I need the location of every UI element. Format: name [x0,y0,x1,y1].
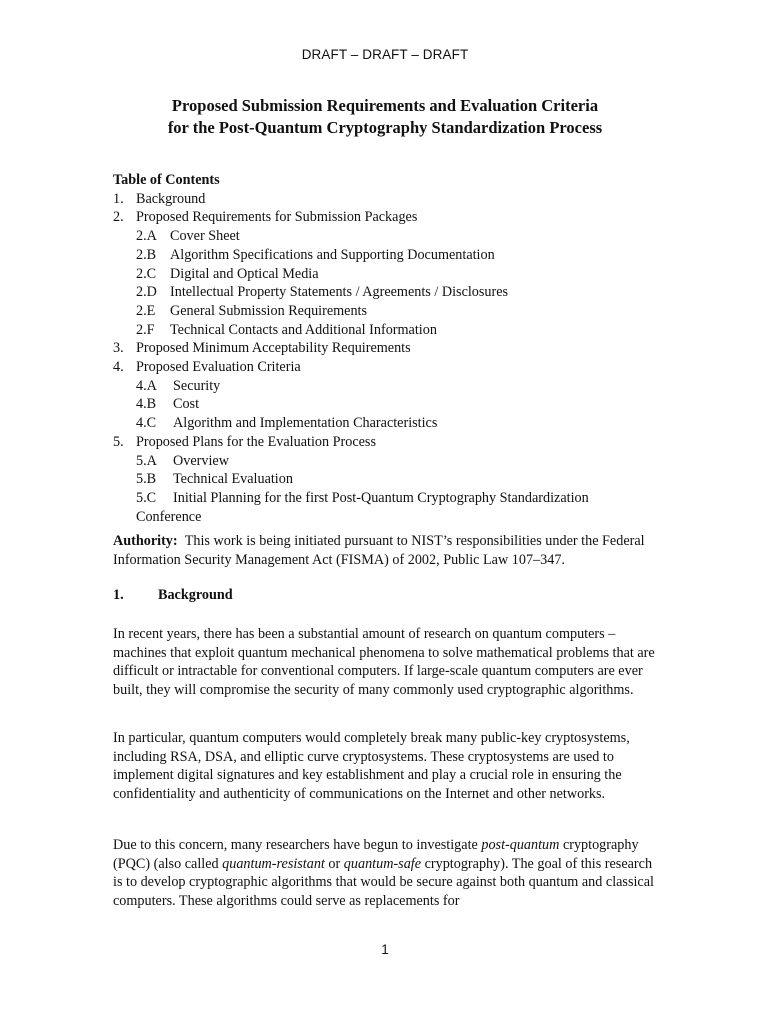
toc-subitem[interactable] [113,265,653,284]
toc-item[interactable] [113,339,653,358]
para3-emphasis-post-quantum: post-quantum [481,837,560,853]
toc-item-number: 5.A [136,452,157,469]
toc-item-number: 4.A [136,377,157,394]
toc-item-number: 2.D [136,284,157,301]
section-number: 1. [113,587,124,603]
toc-item[interactable] [113,208,653,227]
toc-item-label: Cost [173,396,200,413]
authority-statement [113,532,658,569]
toc-item-label: Technical Evaluation [173,471,293,488]
toc-item-label: Overview [173,452,229,469]
para3-text-4: cryptography). The goal of this research is to develop cryptographic algorithms that would be secure against both quantum and classical computers. These algorithms could serve as replacements for [113,855,654,910]
toc-heading: Table of Contents [113,172,220,188]
toc-subitem[interactable] [113,452,653,471]
para3-emphasis-quantum-safe: quantum-safe [343,855,422,872]
para3-text-1: Due to this concern, many researchers have begun to investigate [113,837,482,853]
paragraph-3 [113,836,658,911]
toc-item-number: 2.B [136,246,157,263]
toc-item-label: Intellectual Property Statements / Agreements / Disclosures [170,284,509,301]
toc-subitem[interactable] [113,377,653,396]
toc-item-label: Algorithm Specifications and Supporting Documentation [170,246,495,263]
toc-item-label: Background [136,190,206,207]
toc-subitem[interactable] [113,227,653,246]
toc-item-number: 2.C [136,265,157,282]
table-of-contents [113,171,653,526]
toc-subitem[interactable] [113,302,653,321]
toc-subitem[interactable] [113,470,653,489]
toc-item[interactable] [113,190,653,209]
toc-item-label: General Submission Requirements [170,302,368,319]
document-title [0,95,770,139]
title-line-1: Proposed Submission Requirements and Evaluation Criteria [171,96,599,115]
title-line-2: for the Post-Quantum Cryptography Standardization Process [167,118,603,137]
section-title: Background [158,587,233,603]
toc-item-number: 5.B [136,471,157,488]
toc-item-label: Proposed Requirements for Submission Packages [136,209,418,226]
toc-item-label: Algorithm and Implementation Characteristics [173,415,438,432]
toc-subitem[interactable] [113,395,653,414]
toc-item-number: 5. [113,433,124,450]
toc-subitem[interactable] [113,414,653,433]
toc-item-continuation: Conference [136,508,202,525]
authority-label: Authority: [113,533,178,549]
toc-item-number: 1. [113,190,124,207]
toc-item-label: Security [173,377,221,394]
toc-item-number: 2. [113,209,124,226]
toc-item[interactable] [113,433,653,452]
para3-text-3: or [324,855,344,872]
toc-item-label: Technical Contacts and Additional Information [170,321,437,338]
toc-item-label: Proposed Plans for the Evaluation Process [136,433,376,450]
paragraph-1: In recent years, there has been a substantial amount of research on quantum computers – machines that exploit quantum mechanical phenomena to solve mathematical problems that are difficult or intractable for conventional computers. If large-scale quantum computers are ever built, they will compromise the security of many commonly used cryptographic algorithms. [113,626,655,699]
toc-item-number: 4.C [136,415,157,432]
toc-item-number: 2.F [136,321,155,338]
toc-item-label: Proposed Minimum Acceptability Requirements [136,340,411,357]
para3-text-2: cryptography (PQC) (also called [113,837,639,872]
toc-item-label: Digital and Optical Media [170,265,319,282]
toc-item-number: 5.C [136,489,157,506]
toc-item-number: 4. [113,359,124,376]
toc-item-number: 2.A [136,228,157,245]
draft-header: DRAFT – DRAFT – DRAFT [301,47,469,62]
toc-item-number: 4.B [136,396,157,413]
section-heading-background [113,586,233,605]
toc-item-label: Proposed Evaluation Criteria [136,359,301,376]
toc-subitem[interactable] [113,489,653,508]
toc-item[interactable] [113,358,653,377]
toc-subitem[interactable] [113,283,653,302]
toc-subitem[interactable] [113,246,653,265]
toc-item-label: Initial Planning for the first Post-Quantum Cryptography Standardization [173,489,589,506]
page-number: 1 [381,942,389,957]
paragraph-2: In particular, quantum computers would completely break many public-key cryptosystems, including RSA, DSA, and elliptic curve cryptosystems. These cryptosystems are used to implement digital signatures and key establishment and play a crucial role in ensuring the confidentiality and authenticity of communications on the Internet and other networks. [113,730,630,803]
toc-item-number: 3. [113,340,124,357]
toc-item-number: 2.E [136,302,156,319]
para3-emphasis-quantum-resistant: quantum-resistant [222,855,325,872]
toc-subitem[interactable] [113,321,653,340]
authority-text: This work is being initiated pursuant to NIST’s responsibilities under the Federal Information Security Management Act (FISMA) of 2002, Public Law 107–347. [113,533,645,568]
toc-item-label: Cover Sheet [170,228,240,245]
